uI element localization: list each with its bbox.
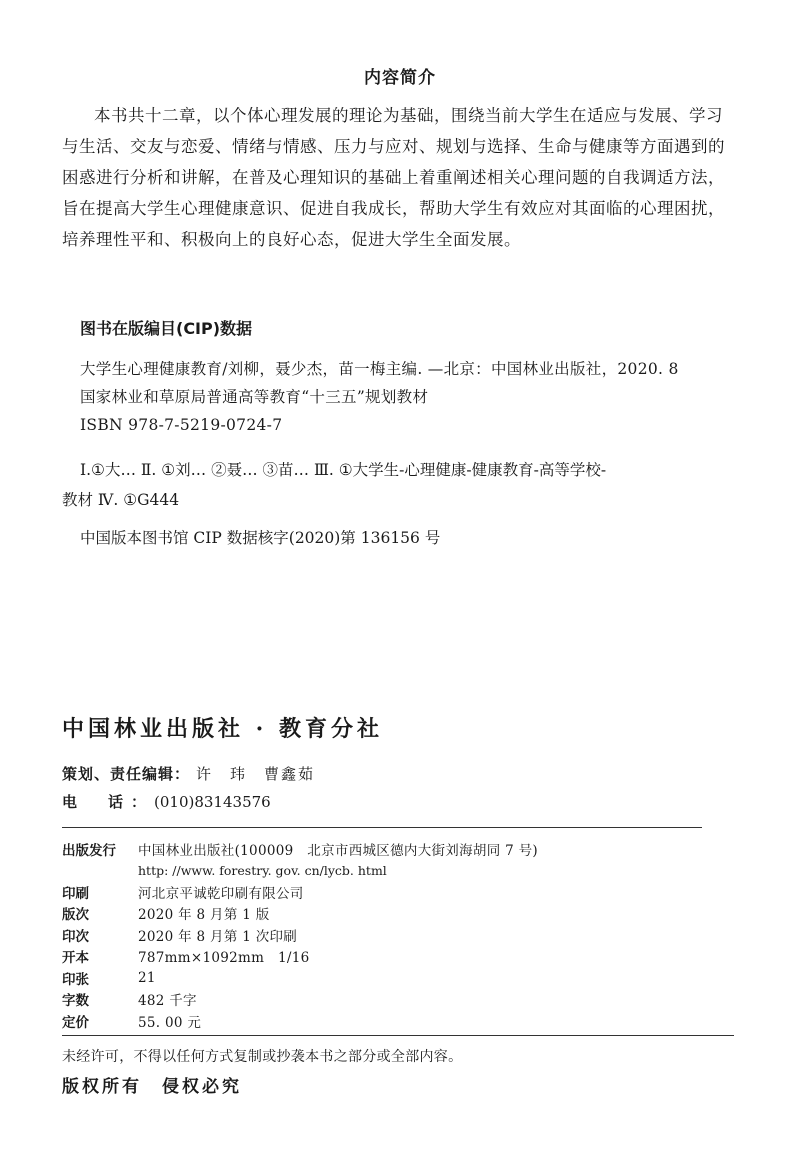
imprint-row-url [62,860,742,882]
imprint-value: 2020 年 8 月第 1 次印刷 [138,928,298,945]
editors-row [62,763,315,784]
rights-text: 版权所有 [62,1077,142,1097]
imprint-row-wordcount [62,989,742,1011]
imprint-label [62,925,138,945]
summary-line: 旨在提高大学生心理健康意识、促进自我成长，帮助大学生有效应对其面临的心理困扰， [62,199,725,218]
imprint-label [62,1011,138,1031]
cip-verification: 中国版本图书馆 CIP 数据核字(2020)第 136156 号 [80,529,441,547]
summary-line: 本书共十二章，以个体心理发展的理论为基础，围绕当前大学生在适应与发展、学习 [94,106,723,125]
imprint-label-text: 印张 [62,971,89,988]
imprint-row-edition [62,903,742,925]
imprint-value: 中国林业出版社(100009 北京市西城区德内大街刘海胡同 7 号) [138,842,538,859]
summary-line: 与生活、交友与恋爱、情绪与情感、压力与应对、规划与选择、生命与健康等方面遇到的 [62,137,725,156]
imprint-label [62,946,138,966]
imprint-label-text: 开本 [62,950,89,967]
copyright-note: 未经许可，不得以任何方式复制或抄袭本书之部分或全部内容。 [62,1049,463,1065]
editors-value: 许 玮 曹鑫茹 [196,765,316,783]
divider [62,1035,734,1036]
summary-line: 培养理性平和、积极向上的良好心态，促进大学生全面发展。 [62,230,521,249]
summary-title: 内容简介 [364,68,436,88]
imprint-label [62,989,138,1009]
imprint-row-printer [62,881,742,903]
imprint-label-text: 版次 [62,907,89,924]
imprint-label [62,968,138,988]
imprint-label: 出版发行 [62,842,116,859]
imprint-value: 482 千字 [138,993,197,1010]
imprint-row-price [62,1010,742,1032]
imprint-label-text: 字数 [62,993,89,1010]
imprint-label [62,882,138,902]
imprint-value: 55. 00 元 [138,1014,202,1031]
cip-heading: 图书在版编目(CIP)数据 [80,319,253,338]
cip-line-series: 国家林业和草原局普通高等教育“十三五”规划教材 [80,388,429,406]
phone-label: 电 话： [62,793,155,811]
cip-classification [62,455,760,515]
imprint-label [62,903,138,923]
imprint-row-format [62,946,742,968]
summary-body [62,100,762,255]
imprint-value: 787mm×1092mm 1/16 [138,950,310,967]
cip-line-isbn: ISBN 978-7-5219-0724-7 [80,416,283,434]
imprint-row-printing [62,924,742,946]
cip-record [80,355,760,439]
cip-line-title: 大学生心理健康教育/刘柳，聂少杰，苗一梅主编. —北京：中国林业出版社，2020. 8 [80,360,679,378]
imprint-value: 2020 年 8 月第 1 版 [138,907,270,924]
imprint-label-text: 定价 [62,1014,89,1031]
imprint-row-distributor [62,838,742,860]
imprint-value: 21 [138,969,156,986]
publisher-name: 中国林业出版社 · 教育分社 [62,716,383,742]
imprint-label-text: 印刷 [62,885,89,902]
imprint-label-text: 印次 [62,928,89,945]
cip-classification-line: 教材 Ⅳ. ①G444 [62,491,180,509]
phone-value: (010)83143576 [154,793,271,811]
imprint-row-sheets [62,967,742,989]
summary-line: 困惑进行分析和讲解，在普及心理知识的基础上着重阐述相关心理问题的自我调适方法， [62,168,725,187]
phone-row [62,791,271,812]
divider [62,827,702,828]
infringement-text: 侵权必究 [162,1077,242,1097]
publisher-url: http: //www. forestry. gov. cn/lycb. html [138,862,387,878]
rights-reserved [62,1072,242,1097]
cip-classification-line: Ⅰ.①大… Ⅱ. ①刘… ②聂… ③苗… Ⅲ. ①大学生-心理健康-健康教育-高等学校- [80,461,607,479]
imprint-table [62,838,742,1032]
editors-label: 策划、责任编辑： [62,765,191,783]
imprint-value: 河北京平诚乾印刷有限公司 [138,885,304,902]
